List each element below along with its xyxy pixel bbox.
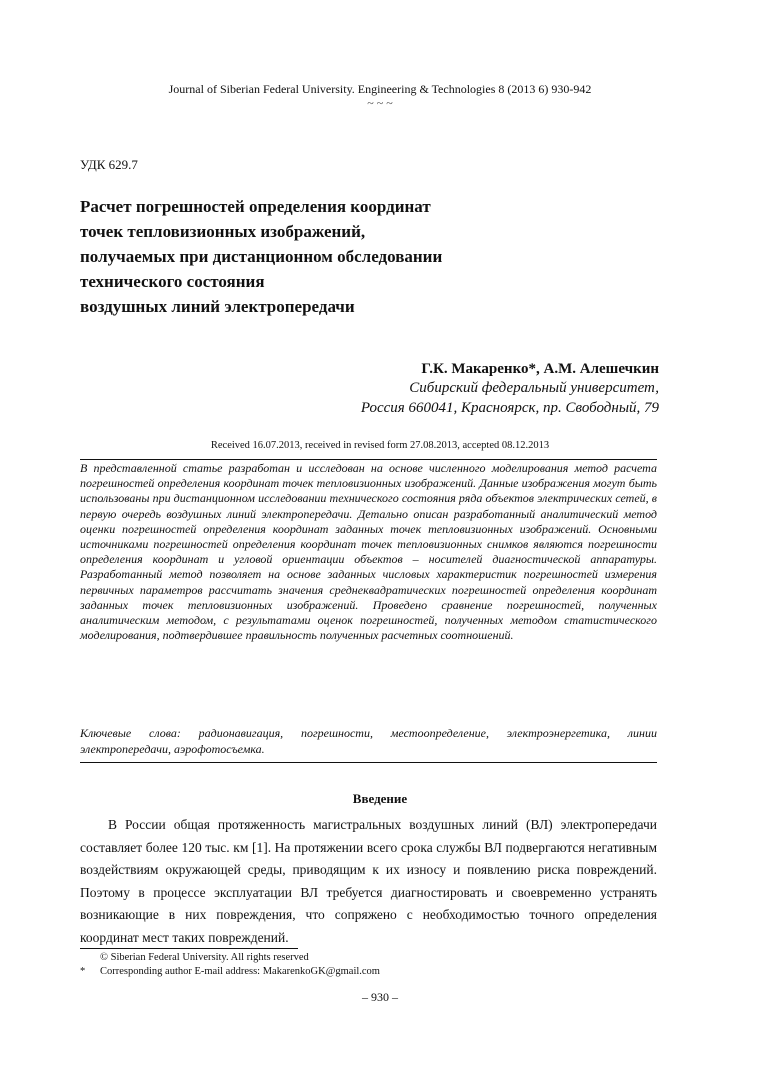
page-number: – 930 – bbox=[362, 990, 398, 1004]
received-dates: Received 16.07.2013, received in revised form 27.08.2013, accepted 08.12.2013 bbox=[210, 440, 550, 451]
intro-paragraph: В России общая протяженность магистральных воздушных линий (ВЛ) электропередачи составляет более 120 тыс. км [1]. На протяжении всего срока службы ВЛ подвергаются негативным воздействиям окружающей среды, приводящим к их износу и появлению риска повреждений. Поэтому в процессе эксплуатации ВЛ требуется диагностировать и своевременно устранять возникающие в них повреждения, что сопряжено с необходимостью точного определения координат мест таких повреждений. bbox=[80, 817, 657, 945]
title-line: получаемых при дистанционном обследовании bbox=[80, 247, 443, 266]
journal-header: Journal of Siberian Federal University. Engineering & Technologies 8 (2013 6) 930-942 bbox=[168, 82, 592, 96]
corresponding-text: Corresponding author E-mail address: MakarenkoGK@gmail.com bbox=[100, 966, 380, 977]
copyright-text: © Siberian Federal University. All rights reserved bbox=[100, 952, 309, 963]
title-line: технического состояния bbox=[80, 272, 265, 291]
affiliation-line: Россия 660041, Красноярск, пр. Свободный, 79 bbox=[360, 400, 659, 416]
footnote-copyright bbox=[80, 951, 657, 965]
title-line: точек тепловизионных изображений, bbox=[80, 222, 366, 241]
section-heading: Введение bbox=[352, 791, 408, 806]
abstract-top-rule bbox=[80, 459, 657, 460]
keywords: Ключевые слова: радионавигация, погрешности, местоопределение, электроэнергетика, линии электропередачи, аэрофотосъемка. bbox=[80, 726, 657, 756]
affiliation-line: Сибирский федеральный университет, bbox=[409, 380, 659, 396]
title-line: воздушных линий электропередачи bbox=[80, 297, 355, 316]
header-separator: ~ ~ ~ bbox=[367, 96, 393, 110]
article-title bbox=[80, 194, 640, 319]
footnote-corresponding bbox=[80, 965, 657, 979]
affiliation bbox=[361, 378, 659, 418]
abstract-bottom-rule bbox=[80, 762, 657, 763]
footnote-rule bbox=[80, 948, 298, 949]
footnote-mark: * bbox=[80, 966, 86, 977]
title-line: Расчет погрешностей определения координат bbox=[80, 197, 431, 216]
udk-code: УДК 629.7 bbox=[80, 157, 138, 172]
authors: Г.К. Макаренко*, А.М. Алешечкин bbox=[421, 361, 659, 377]
footnotes bbox=[80, 951, 657, 979]
abstract: В представленной статье разработан и исследован на основе численного моделирования метод расчета погрешностей определения координат точек тепловизионных изображений. Данные изображения могут быть использованы при дистанционном исследовании технического состояния ряда объектов электрических сетей, в первую очередь воздушных линий электропередачи. Детально описан разработанный аналитический метод оценки погрешностей определения координат заданных точек тепловизионных изображений. Основными источниками погрешностей определения координат точек тепловизионных снимков являются погрешности определения координат и угловой ориентации объектов – носителей диагностической аппаратуры. Разработанный метод позволяет на основе заданных числовых характеристик погрешностей измерения первичных параметров рассчитать значения среднеквадратических погрешностей определения координат заданных точек тепловизионных изображений. Проведено сравнение погрешностей, полученных аналитическим методом, с результатами оценок погрешностей, полученных методом статистического моделирования, подтвердившее правильность полученных расчетных соотношений. bbox=[80, 461, 657, 643]
